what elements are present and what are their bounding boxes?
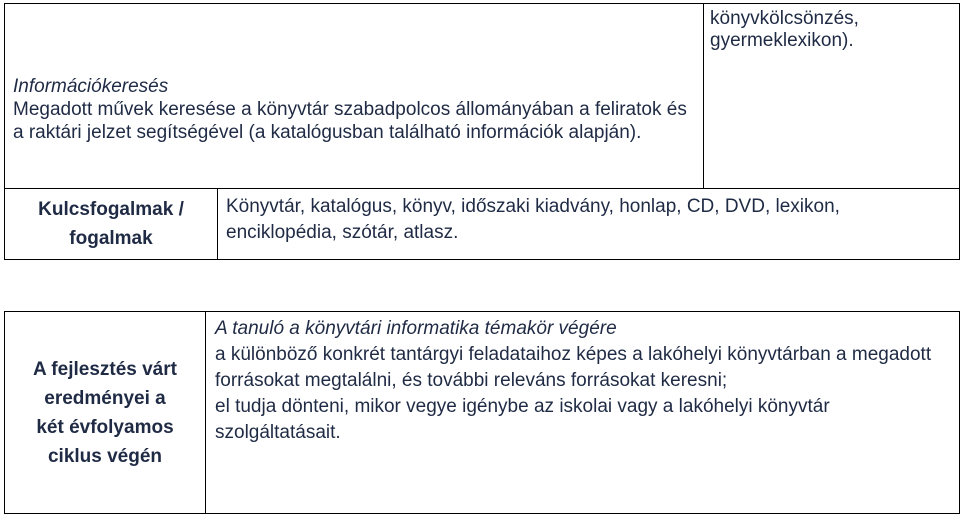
eredmenyei-text-cell — [206, 312, 960, 514]
eredmenyei-label-line3: két évfolyamos — [36, 416, 174, 438]
kulcsfogalmak-text: Könyvtár, katalógus, könyv, időszaki kiadvány, honlap, CD, DVD, lexikon, enciklopédia, szótár, atlasz. — [226, 196, 840, 243]
eredmenyei-item-2: el tudja dönteni, mikor vegye igénybe az iskolai vagy a lakóhelyi könyvtár szolgáltatásait. — [215, 396, 830, 443]
info-cell — [5, 4, 704, 189]
eredmenyei-label-line4: ciklus végén — [47, 445, 163, 467]
bottom-table — [4, 311, 960, 514]
eredmenyei-label-line1: A fejlesztés várt — [33, 358, 177, 380]
right-continuation-text: könyvkölcsönzés, gyermeklexikon). — [710, 8, 859, 51]
kulcsfogalmak-label-cell — [5, 189, 218, 260]
eredmenyei-label-cell — [5, 312, 206, 514]
kulcsfogalmak-text-cell — [218, 189, 960, 260]
kulcsfogalmak-label-line1: Kulcsfogalmak / — [38, 199, 184, 220]
eredmenyei-intro: A tanuló a könyvtári informatika témakör végére — [215, 318, 617, 339]
top-table — [4, 3, 960, 260]
eredmenyei-label-line2: eredményei a — [44, 387, 166, 409]
info-heading: Információkeresés — [13, 76, 169, 97]
right-continuation-cell — [704, 4, 960, 189]
kulcsfogalmak-label-line2: fogalmak — [69, 228, 153, 249]
eredmenyei-item-1: a különböző konkrét tantárgyi feladataihoz képes a lakóhelyi könyvtárban a megadott forrásokat megtalálni, és további releváns forrásokat keresni; — [215, 344, 932, 391]
info-body: Megadott művek keresése a könyvtár szabadpolcos állományában a feliratok és a raktári jelzet segítségével (a katalógusban található információk alapján). — [13, 99, 687, 143]
